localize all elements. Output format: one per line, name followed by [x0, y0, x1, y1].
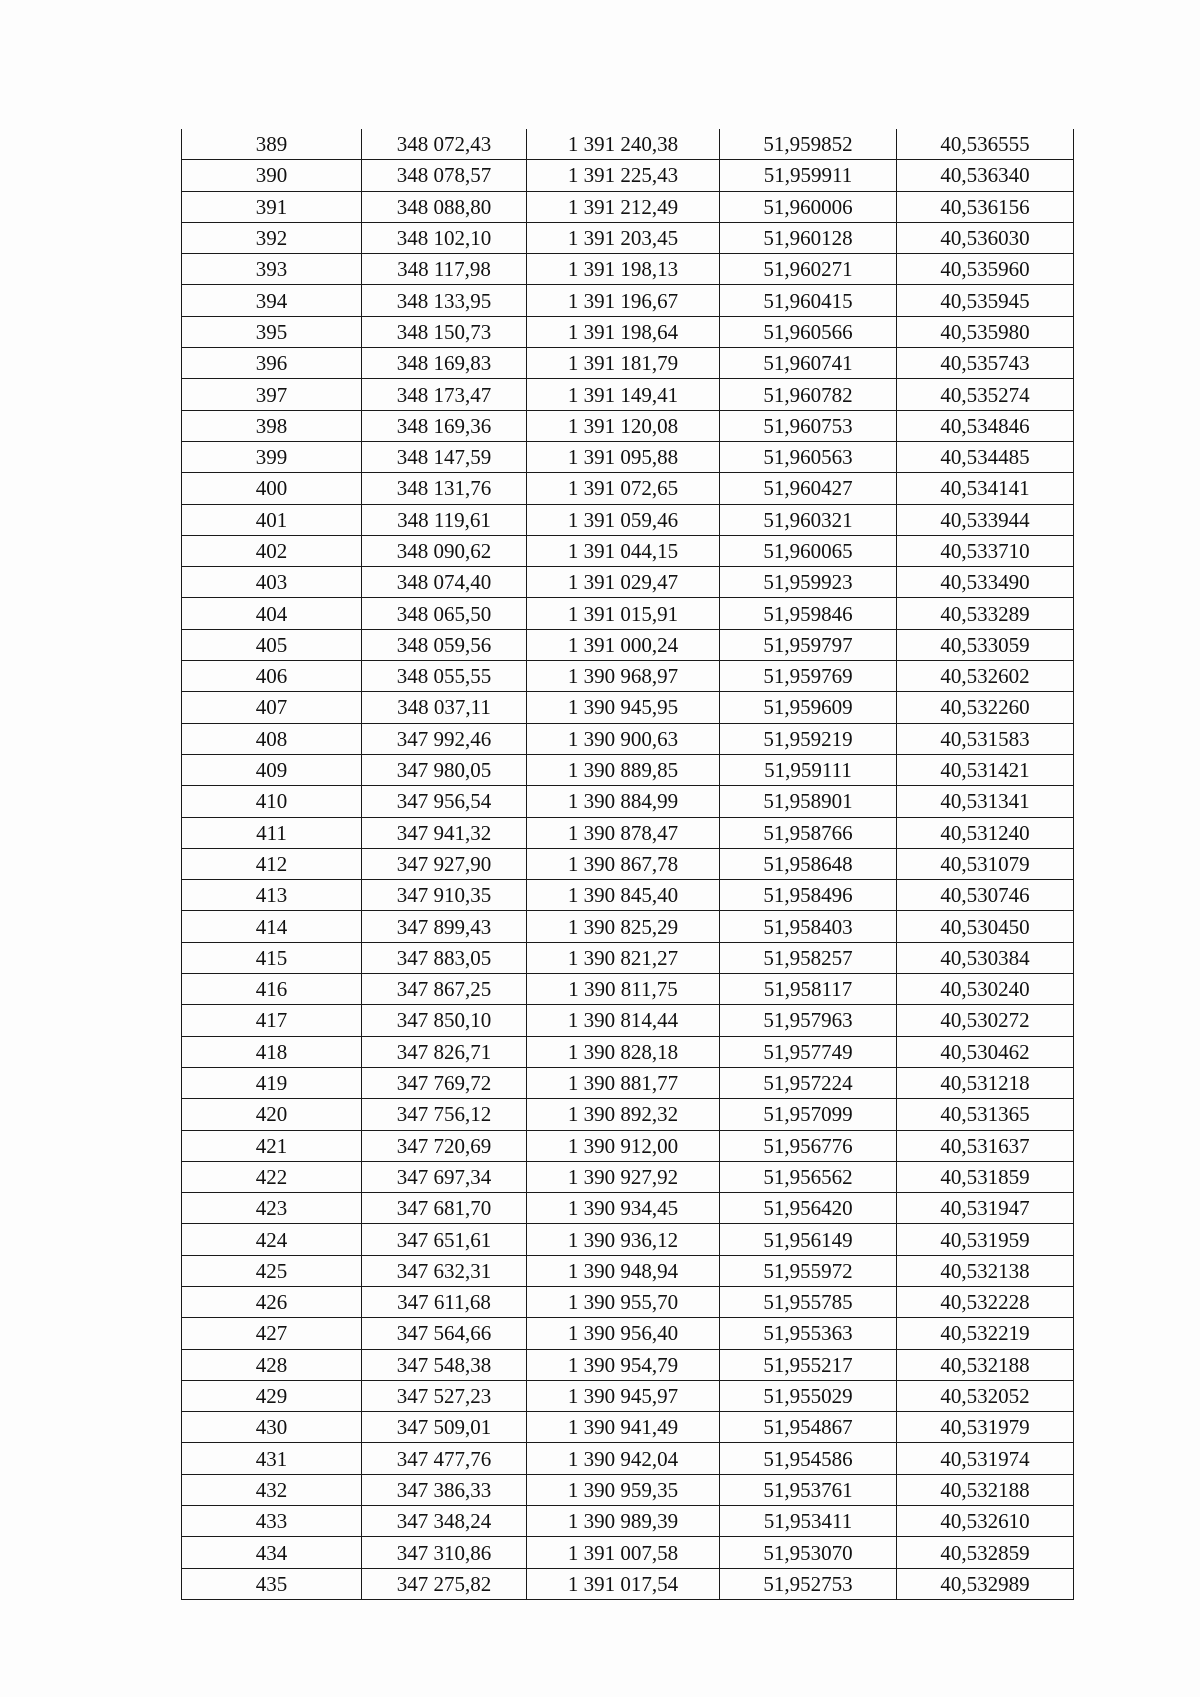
- cell-x-coordinate: 348 150,73: [362, 316, 527, 347]
- cell-x-coordinate: 347 910,35: [362, 880, 527, 911]
- cell-point-number: 422: [182, 1161, 362, 1192]
- cell-point-number: 413: [182, 880, 362, 911]
- cell-latitude: 51,953411: [720, 1506, 897, 1537]
- cell-y-coordinate: 1 390 956,40: [527, 1318, 720, 1349]
- cell-y-coordinate: 1 390 845,40: [527, 880, 720, 911]
- table-row: [182, 1380, 1074, 1411]
- cell-point-number: 425: [182, 1255, 362, 1286]
- cell-point-number: 435: [182, 1568, 362, 1599]
- cell-point-number: 402: [182, 535, 362, 566]
- cell-longitude: 40,531859: [897, 1161, 1074, 1192]
- table-row: [182, 848, 1074, 879]
- table-row: [182, 1506, 1074, 1537]
- cell-latitude: 51,959111: [720, 754, 897, 785]
- cell-longitude: 40,535945: [897, 285, 1074, 316]
- cell-latitude: 51,958117: [720, 974, 897, 1005]
- cell-latitude: 51,953761: [720, 1474, 897, 1505]
- cell-latitude: 51,959797: [720, 629, 897, 660]
- cell-x-coordinate: 347 826,71: [362, 1036, 527, 1067]
- cell-latitude: 51,958403: [720, 911, 897, 942]
- cell-x-coordinate: 347 548,38: [362, 1349, 527, 1380]
- cell-latitude: 51,955363: [720, 1318, 897, 1349]
- cell-x-coordinate: 347 697,34: [362, 1161, 527, 1192]
- cell-point-number: 405: [182, 629, 362, 660]
- table-row: [182, 129, 1074, 160]
- cell-x-coordinate: 347 386,33: [362, 1474, 527, 1505]
- cell-y-coordinate: 1 391 225,43: [527, 160, 720, 191]
- cell-latitude: 51,955217: [720, 1349, 897, 1380]
- cell-y-coordinate: 1 391 000,24: [527, 629, 720, 660]
- cell-latitude: 51,959846: [720, 598, 897, 629]
- cell-longitude: 40,530240: [897, 974, 1074, 1005]
- cell-latitude: 51,959852: [720, 129, 897, 160]
- cell-longitude: 40,531421: [897, 754, 1074, 785]
- cell-x-coordinate: 347 980,05: [362, 754, 527, 785]
- cell-y-coordinate: 1 390 814,44: [527, 1005, 720, 1036]
- cell-x-coordinate: 347 564,66: [362, 1318, 527, 1349]
- cell-x-coordinate: 348 090,62: [362, 535, 527, 566]
- cell-x-coordinate: 348 173,47: [362, 379, 527, 410]
- table-row: [182, 1318, 1074, 1349]
- cell-point-number: 411: [182, 817, 362, 848]
- cell-latitude: 51,959609: [720, 692, 897, 723]
- cell-x-coordinate: 348 055,55: [362, 661, 527, 692]
- cell-longitude: 40,531959: [897, 1224, 1074, 1255]
- cell-latitude: 51,960782: [720, 379, 897, 410]
- cell-longitude: 40,532260: [897, 692, 1074, 723]
- cell-x-coordinate: 347 310,86: [362, 1537, 527, 1568]
- cell-point-number: 394: [182, 285, 362, 316]
- cell-longitude: 40,531240: [897, 817, 1074, 848]
- cell-longitude: 40,533710: [897, 535, 1074, 566]
- cell-longitude: 40,533944: [897, 504, 1074, 535]
- cell-longitude: 40,531218: [897, 1067, 1074, 1098]
- cell-point-number: 397: [182, 379, 362, 410]
- cell-point-number: 429: [182, 1380, 362, 1411]
- cell-point-number: 416: [182, 974, 362, 1005]
- cell-y-coordinate: 1 391 212,49: [527, 191, 720, 222]
- cell-longitude: 40,531365: [897, 1099, 1074, 1130]
- table-row: [182, 786, 1074, 817]
- cell-y-coordinate: 1 390 945,95: [527, 692, 720, 723]
- cell-y-coordinate: 1 390 945,97: [527, 1380, 720, 1411]
- cell-x-coordinate: 347 941,32: [362, 817, 527, 848]
- table-row: [182, 567, 1074, 598]
- cell-point-number: 389: [182, 129, 362, 160]
- cell-y-coordinate: 1 390 825,29: [527, 911, 720, 942]
- cell-y-coordinate: 1 391 198,13: [527, 254, 720, 285]
- cell-point-number: 432: [182, 1474, 362, 1505]
- table-row: [182, 1537, 1074, 1568]
- cell-longitude: 40,531947: [897, 1193, 1074, 1224]
- cell-y-coordinate: 1 391 196,67: [527, 285, 720, 316]
- cell-point-number: 390: [182, 160, 362, 191]
- table-row: [182, 222, 1074, 253]
- cell-point-number: 408: [182, 723, 362, 754]
- cell-y-coordinate: 1 390 828,18: [527, 1036, 720, 1067]
- cell-x-coordinate: 347 899,43: [362, 911, 527, 942]
- cell-point-number: 414: [182, 911, 362, 942]
- cell-latitude: 51,955029: [720, 1380, 897, 1411]
- cell-longitude: 40,530384: [897, 942, 1074, 973]
- cell-x-coordinate: 348 147,59: [362, 441, 527, 472]
- cell-x-coordinate: 348 074,40: [362, 567, 527, 598]
- cell-longitude: 40,532138: [897, 1255, 1074, 1286]
- table-row: [182, 254, 1074, 285]
- table-row: [182, 191, 1074, 222]
- cell-y-coordinate: 1 390 936,12: [527, 1224, 720, 1255]
- cell-point-number: 430: [182, 1412, 362, 1443]
- cell-x-coordinate: 348 078,57: [362, 160, 527, 191]
- cell-point-number: 409: [182, 754, 362, 785]
- cell-x-coordinate: 347 720,69: [362, 1130, 527, 1161]
- cell-latitude: 51,959219: [720, 723, 897, 754]
- cell-point-number: 406: [182, 661, 362, 692]
- cell-point-number: 396: [182, 348, 362, 379]
- cell-y-coordinate: 1 390 889,85: [527, 754, 720, 785]
- table-row: [182, 817, 1074, 848]
- cell-x-coordinate: 348 072,43: [362, 129, 527, 160]
- cell-point-number: 393: [182, 254, 362, 285]
- cell-x-coordinate: 347 850,10: [362, 1005, 527, 1036]
- cell-latitude: 51,959911: [720, 160, 897, 191]
- cell-latitude: 51,956562: [720, 1161, 897, 1192]
- cell-y-coordinate: 1 391 198,64: [527, 316, 720, 347]
- cell-longitude: 40,535274: [897, 379, 1074, 410]
- table-row: [182, 1224, 1074, 1255]
- cell-y-coordinate: 1 390 968,97: [527, 661, 720, 692]
- cell-point-number: 419: [182, 1067, 362, 1098]
- cell-y-coordinate: 1 391 059,46: [527, 504, 720, 535]
- table-row: [182, 535, 1074, 566]
- cell-point-number: 398: [182, 410, 362, 441]
- table-row: [182, 1349, 1074, 1380]
- cell-x-coordinate: 347 867,25: [362, 974, 527, 1005]
- table-row: [182, 754, 1074, 785]
- cell-x-coordinate: 348 131,76: [362, 473, 527, 504]
- table-row: [182, 629, 1074, 660]
- cell-x-coordinate: 347 611,68: [362, 1286, 527, 1317]
- table-row: [182, 1255, 1074, 1286]
- cell-y-coordinate: 1 390 884,99: [527, 786, 720, 817]
- cell-point-number: 392: [182, 222, 362, 253]
- cell-longitude: 40,536156: [897, 191, 1074, 222]
- cell-longitude: 40,532989: [897, 1568, 1074, 1599]
- cell-latitude: 51,958901: [720, 786, 897, 817]
- cell-y-coordinate: 1 391 203,45: [527, 222, 720, 253]
- table-row: [182, 723, 1074, 754]
- cell-latitude: 51,960006: [720, 191, 897, 222]
- cell-latitude: 51,956776: [720, 1130, 897, 1161]
- cell-latitude: 51,960566: [720, 316, 897, 347]
- cell-latitude: 51,954586: [720, 1443, 897, 1474]
- cell-x-coordinate: 347 632,31: [362, 1255, 527, 1286]
- cell-longitude: 40,534141: [897, 473, 1074, 504]
- cell-latitude: 51,960753: [720, 410, 897, 441]
- cell-point-number: 434: [182, 1537, 362, 1568]
- table-row: [182, 1443, 1074, 1474]
- cell-latitude: 51,952753: [720, 1568, 897, 1599]
- cell-y-coordinate: 1 390 867,78: [527, 848, 720, 879]
- cell-point-number: 415: [182, 942, 362, 973]
- cell-latitude: 51,960415: [720, 285, 897, 316]
- cell-latitude: 51,955785: [720, 1286, 897, 1317]
- cell-y-coordinate: 1 390 900,63: [527, 723, 720, 754]
- cell-y-coordinate: 1 390 989,39: [527, 1506, 720, 1537]
- cell-y-coordinate: 1 390 941,49: [527, 1412, 720, 1443]
- cell-x-coordinate: 348 088,80: [362, 191, 527, 222]
- cell-y-coordinate: 1 390 881,77: [527, 1067, 720, 1098]
- cell-latitude: 51,958496: [720, 880, 897, 911]
- cell-latitude: 51,957099: [720, 1099, 897, 1130]
- cell-y-coordinate: 1 391 029,47: [527, 567, 720, 598]
- cell-longitude: 40,534485: [897, 441, 1074, 472]
- cell-y-coordinate: 1 391 007,58: [527, 1537, 720, 1568]
- cell-latitude: 51,956149: [720, 1224, 897, 1255]
- table-row: [182, 1568, 1074, 1599]
- cell-x-coordinate: 348 169,36: [362, 410, 527, 441]
- cell-longitude: 40,536555: [897, 129, 1074, 160]
- table-row: [182, 504, 1074, 535]
- cell-y-coordinate: 1 390 811,75: [527, 974, 720, 1005]
- table-row: [182, 379, 1074, 410]
- cell-latitude: 51,960321: [720, 504, 897, 535]
- cell-point-number: 424: [182, 1224, 362, 1255]
- cell-latitude: 51,957224: [720, 1067, 897, 1098]
- cell-longitude: 40,530272: [897, 1005, 1074, 1036]
- table-row: [182, 1005, 1074, 1036]
- cell-point-number: 400: [182, 473, 362, 504]
- cell-longitude: 40,533059: [897, 629, 1074, 660]
- cell-latitude: 51,960065: [720, 535, 897, 566]
- cell-latitude: 51,960741: [720, 348, 897, 379]
- cell-point-number: 427: [182, 1318, 362, 1349]
- cell-longitude: 40,532052: [897, 1380, 1074, 1411]
- cell-latitude: 51,958648: [720, 848, 897, 879]
- cell-y-coordinate: 1 391 095,88: [527, 441, 720, 472]
- cell-x-coordinate: 347 275,82: [362, 1568, 527, 1599]
- cell-y-coordinate: 1 390 954,79: [527, 1349, 720, 1380]
- cell-x-coordinate: 347 756,12: [362, 1099, 527, 1130]
- cell-latitude: 51,953070: [720, 1537, 897, 1568]
- cell-x-coordinate: 347 477,76: [362, 1443, 527, 1474]
- cell-y-coordinate: 1 390 948,94: [527, 1255, 720, 1286]
- cell-x-coordinate: 347 651,61: [362, 1224, 527, 1255]
- cell-y-coordinate: 1 390 821,27: [527, 942, 720, 973]
- cell-longitude: 40,531341: [897, 786, 1074, 817]
- cell-y-coordinate: 1 391 240,38: [527, 129, 720, 160]
- cell-point-number: 417: [182, 1005, 362, 1036]
- cell-latitude: 51,959769: [720, 661, 897, 692]
- table-row: [182, 1412, 1074, 1443]
- table-row: [182, 410, 1074, 441]
- table-row: [182, 348, 1074, 379]
- table-row: [182, 1130, 1074, 1161]
- table-row: [182, 285, 1074, 316]
- cell-x-coordinate: 347 348,24: [362, 1506, 527, 1537]
- cell-y-coordinate: 1 391 120,08: [527, 410, 720, 441]
- cell-point-number: 433: [182, 1506, 362, 1537]
- cell-latitude: 51,960128: [720, 222, 897, 253]
- cell-longitude: 40,532188: [897, 1349, 1074, 1380]
- cell-point-number: 401: [182, 504, 362, 535]
- cell-x-coordinate: 347 509,01: [362, 1412, 527, 1443]
- cell-point-number: 423: [182, 1193, 362, 1224]
- cell-longitude: 40,531974: [897, 1443, 1074, 1474]
- cell-x-coordinate: 348 119,61: [362, 504, 527, 535]
- table-row: [182, 974, 1074, 1005]
- cell-longitude: 40,536030: [897, 222, 1074, 253]
- cell-x-coordinate: 347 927,90: [362, 848, 527, 879]
- cell-x-coordinate: 348 133,95: [362, 285, 527, 316]
- cell-longitude: 40,532610: [897, 1506, 1074, 1537]
- cell-y-coordinate: 1 391 017,54: [527, 1568, 720, 1599]
- cell-longitude: 40,532602: [897, 661, 1074, 692]
- cell-x-coordinate: 347 681,70: [362, 1193, 527, 1224]
- cell-point-number: 391: [182, 191, 362, 222]
- cell-point-number: 431: [182, 1443, 362, 1474]
- cell-longitude: 40,532188: [897, 1474, 1074, 1505]
- cell-longitude: 40,535743: [897, 348, 1074, 379]
- cell-x-coordinate: 347 527,23: [362, 1380, 527, 1411]
- cell-latitude: 51,959923: [720, 567, 897, 598]
- cell-y-coordinate: 1 390 934,45: [527, 1193, 720, 1224]
- cell-latitude: 51,960271: [720, 254, 897, 285]
- cell-longitude: 40,530450: [897, 911, 1074, 942]
- cell-y-coordinate: 1 390 892,32: [527, 1099, 720, 1130]
- table-row: [182, 1474, 1074, 1505]
- table-row: [182, 692, 1074, 723]
- cell-x-coordinate: 348 169,83: [362, 348, 527, 379]
- cell-point-number: 428: [182, 1349, 362, 1380]
- cell-latitude: 51,960427: [720, 473, 897, 504]
- cell-point-number: 412: [182, 848, 362, 879]
- cell-x-coordinate: 348 059,56: [362, 629, 527, 660]
- table-row: [182, 1036, 1074, 1067]
- cell-y-coordinate: 1 390 959,35: [527, 1474, 720, 1505]
- table-row: [182, 598, 1074, 629]
- cell-y-coordinate: 1 390 955,70: [527, 1286, 720, 1317]
- cell-y-coordinate: 1 390 942,04: [527, 1443, 720, 1474]
- cell-longitude: 40,531079: [897, 848, 1074, 879]
- cell-longitude: 40,535960: [897, 254, 1074, 285]
- cell-longitude: 40,535980: [897, 316, 1074, 347]
- cell-longitude: 40,531979: [897, 1412, 1074, 1443]
- table-row: [182, 316, 1074, 347]
- coordinates-table-body: [182, 129, 1074, 1599]
- cell-longitude: 40,534846: [897, 410, 1074, 441]
- table-row: [182, 911, 1074, 942]
- table-row: [182, 1286, 1074, 1317]
- cell-longitude: 40,530462: [897, 1036, 1074, 1067]
- cell-longitude: 40,532859: [897, 1537, 1074, 1568]
- table-row: [182, 1193, 1074, 1224]
- table-row: [182, 1067, 1074, 1098]
- cell-y-coordinate: 1 391 149,41: [527, 379, 720, 410]
- cell-x-coordinate: 347 883,05: [362, 942, 527, 973]
- table-row: [182, 473, 1074, 504]
- cell-point-number: 395: [182, 316, 362, 347]
- cell-y-coordinate: 1 391 044,15: [527, 535, 720, 566]
- cell-x-coordinate: 347 956,54: [362, 786, 527, 817]
- cell-point-number: 407: [182, 692, 362, 723]
- cell-y-coordinate: 1 390 878,47: [527, 817, 720, 848]
- cell-point-number: 421: [182, 1130, 362, 1161]
- cell-longitude: 40,531637: [897, 1130, 1074, 1161]
- cell-y-coordinate: 1 391 072,65: [527, 473, 720, 504]
- table-row: [182, 1161, 1074, 1192]
- cell-point-number: 403: [182, 567, 362, 598]
- cell-longitude: 40,530746: [897, 880, 1074, 911]
- table-row: [182, 160, 1074, 191]
- cell-y-coordinate: 1 390 912,00: [527, 1130, 720, 1161]
- cell-latitude: 51,960563: [720, 441, 897, 472]
- cell-longitude: 40,532228: [897, 1286, 1074, 1317]
- cell-point-number: 418: [182, 1036, 362, 1067]
- cell-latitude: 51,956420: [720, 1193, 897, 1224]
- cell-point-number: 410: [182, 786, 362, 817]
- cell-latitude: 51,957749: [720, 1036, 897, 1067]
- cell-latitude: 51,958766: [720, 817, 897, 848]
- cell-x-coordinate: 348 065,50: [362, 598, 527, 629]
- cell-point-number: 399: [182, 441, 362, 472]
- cell-latitude: 51,954867: [720, 1412, 897, 1443]
- table-row: [182, 942, 1074, 973]
- cell-longitude: 40,532219: [897, 1318, 1074, 1349]
- cell-longitude: 40,531583: [897, 723, 1074, 754]
- cell-x-coordinate: 348 037,11: [362, 692, 527, 723]
- cell-x-coordinate: 348 117,98: [362, 254, 527, 285]
- table-row: [182, 880, 1074, 911]
- cell-point-number: 404: [182, 598, 362, 629]
- cell-latitude: 51,958257: [720, 942, 897, 973]
- coordinates-table: [181, 129, 1074, 1600]
- cell-x-coordinate: 347 992,46: [362, 723, 527, 754]
- cell-x-coordinate: 348 102,10: [362, 222, 527, 253]
- cell-latitude: 51,955972: [720, 1255, 897, 1286]
- cell-point-number: 420: [182, 1099, 362, 1130]
- cell-y-coordinate: 1 391 181,79: [527, 348, 720, 379]
- table-row: [182, 661, 1074, 692]
- cell-latitude: 51,957963: [720, 1005, 897, 1036]
- table-row: [182, 1099, 1074, 1130]
- cell-longitude: 40,533490: [897, 567, 1074, 598]
- cell-y-coordinate: 1 390 927,92: [527, 1161, 720, 1192]
- table-row: [182, 441, 1074, 472]
- cell-point-number: 426: [182, 1286, 362, 1317]
- cell-y-coordinate: 1 391 015,91: [527, 598, 720, 629]
- cell-longitude: 40,536340: [897, 160, 1074, 191]
- cell-longitude: 40,533289: [897, 598, 1074, 629]
- cell-x-coordinate: 347 769,72: [362, 1067, 527, 1098]
